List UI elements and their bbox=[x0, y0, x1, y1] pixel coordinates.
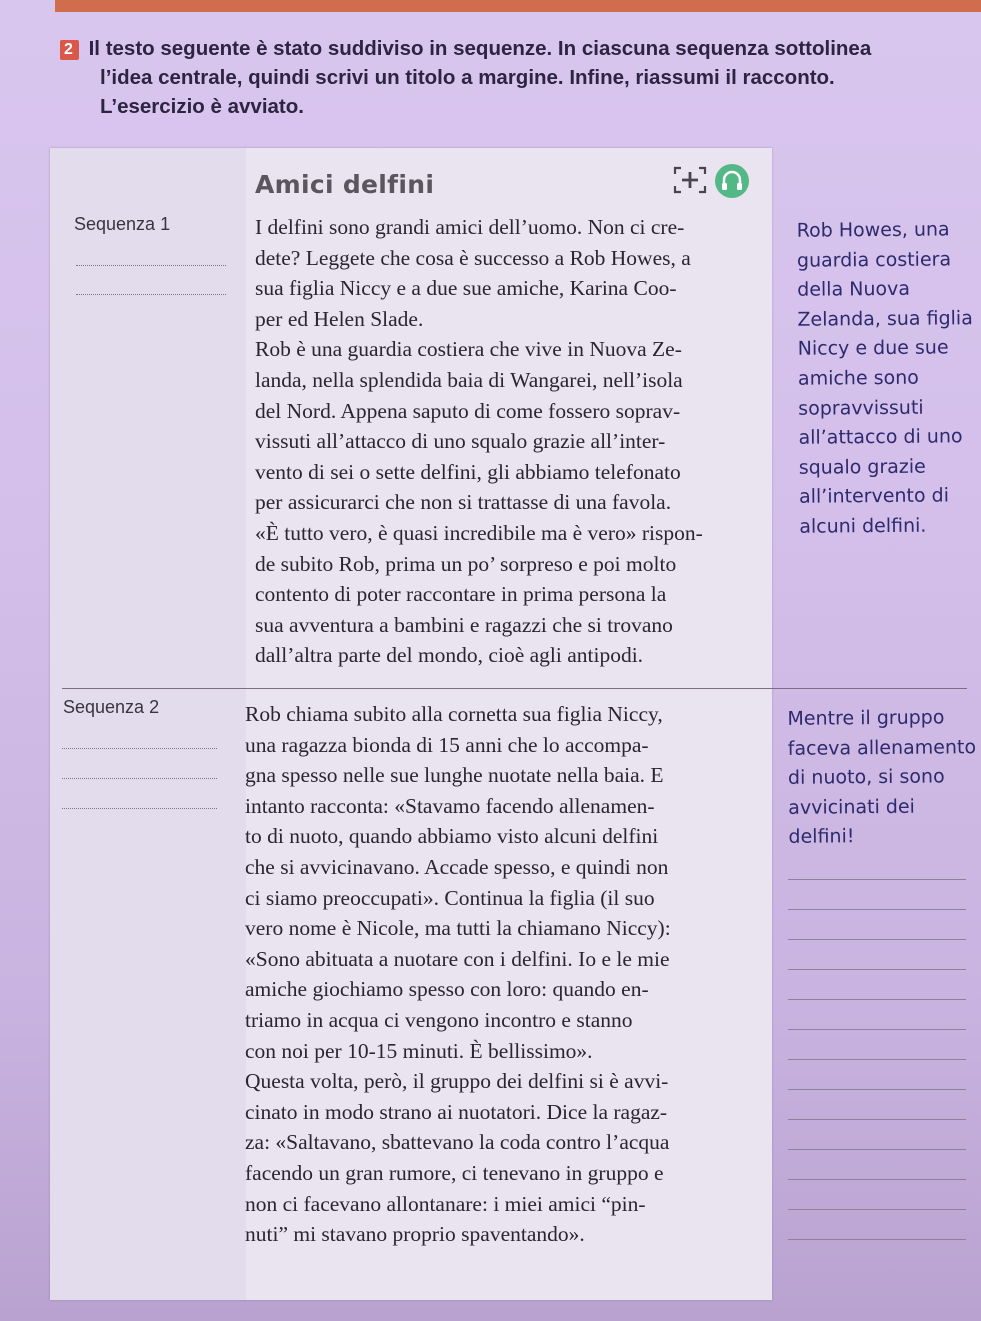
title-answer-line[interactable] bbox=[76, 265, 226, 266]
text-line: nuti” mi stavano proprio spaventando». bbox=[245, 1222, 585, 1247]
text-line: I delfini sono grandi amici dell’uomo. Non ci cre- bbox=[255, 215, 685, 239]
text-line: per assicurarci che non si trattasse di una favola. bbox=[255, 490, 672, 515]
audio-icon[interactable] bbox=[715, 164, 749, 198]
sequence-2-label: Sequenza 2 bbox=[63, 697, 160, 717]
margin-answer-line[interactable] bbox=[788, 1059, 966, 1060]
text-line: facendo un gran rumore, ci tenevano in gruppo e bbox=[245, 1160, 664, 1185]
margin-answer-line[interactable] bbox=[788, 909, 966, 910]
handwritten-line: guardia costiera bbox=[796, 248, 952, 272]
handwritten-line: di nuoto, si sono bbox=[787, 765, 945, 790]
instruction-line: L’esercizio è avviato. bbox=[100, 95, 304, 118]
handwritten-line: Rob Howes, una bbox=[796, 218, 950, 242]
margin-answer-line[interactable] bbox=[788, 1089, 966, 1090]
text-line: vissuti all’attacco di uno squalo grazie all’inter- bbox=[255, 429, 666, 454]
text-line: ci siamo preoccupati». Continua la figlia (il suo bbox=[245, 885, 655, 910]
text-line: con noi per 10-15 minuti. È bellissimo». bbox=[245, 1038, 593, 1063]
text-line: cinato in modo strano ai nuotatori. Dice la ragaz- bbox=[245, 1099, 668, 1124]
text-line: dete? Leggete che cosa è successo a Rob Howes, a bbox=[255, 245, 691, 270]
handwritten-line: della Nuova bbox=[797, 277, 911, 301]
handwritten-line: Mentre il gruppo bbox=[787, 706, 945, 730]
text-line: Rob chiama subito alla cornetta sua figlia Niccy, bbox=[245, 702, 663, 726]
text-line: per ed Helen Slade. bbox=[255, 306, 424, 331]
handwritten-line: Niccy e due sue bbox=[797, 336, 949, 361]
handwritten-line: all’attacco di uno bbox=[798, 425, 963, 449]
handwritten-line: squalo grazie bbox=[798, 455, 926, 479]
margin-answer-line[interactable] bbox=[788, 1119, 966, 1120]
margin-answer-line[interactable] bbox=[788, 969, 966, 970]
sequence-1-label: Sequenza 1 bbox=[74, 214, 171, 234]
sequence-1-text bbox=[255, 212, 703, 671]
handwritten-line: avvicinati dei bbox=[788, 795, 915, 819]
handwritten-line: alcuni delfini. bbox=[799, 514, 927, 538]
margin-answer-line[interactable] bbox=[788, 879, 966, 880]
text-line: gna spesso nelle sue lunghe nuotate nella baia. E bbox=[245, 763, 664, 788]
sequence-1-handwritten-note bbox=[797, 215, 975, 542]
handwritten-line: faceva allenamento bbox=[787, 735, 977, 760]
instruction-line: l’idea centrale, quindi scrivi un titolo a margine. Infine, riassumi il racconto. bbox=[100, 66, 835, 89]
exercise-instructions bbox=[60, 34, 965, 121]
text-line: vento di sei o sette delfini, gli abbiamo telefonato bbox=[255, 459, 681, 484]
text-line: Questa volta, però, il gruppo dei delfini si è avvi- bbox=[245, 1069, 669, 1094]
text-line: una ragazza bionda di 15 anni che lo accompa- bbox=[245, 732, 649, 757]
page-top-band bbox=[55, 0, 981, 12]
margin-answer-line[interactable] bbox=[788, 1179, 966, 1180]
sequence-2-handwritten-note bbox=[787, 703, 977, 853]
text-line: che si avvicinavano. Accade spesso, e quindi non bbox=[245, 854, 669, 879]
title-answer-line[interactable] bbox=[62, 808, 217, 809]
text-line: «È tutto vero, è quasi incredibile ma è vero» rispon- bbox=[255, 520, 703, 545]
story-title: Amici delfini bbox=[255, 170, 435, 199]
text-line: vero nome è Nicole, ma tutti la chiamano Niccy): bbox=[245, 916, 671, 941]
handwritten-line: delfini! bbox=[788, 825, 855, 849]
plus-bracket-icon[interactable] bbox=[672, 165, 708, 195]
handwritten-line: Zelanda, sua figlia bbox=[797, 307, 973, 331]
title-answer-line[interactable] bbox=[62, 778, 217, 779]
margin-answer-line[interactable] bbox=[788, 1209, 966, 1210]
handwritten-line: sopravvissuti bbox=[798, 396, 924, 420]
margin-answer-line[interactable] bbox=[788, 939, 966, 940]
text-line: triamo in acqua ci vengono incontro e stanno bbox=[245, 1007, 633, 1032]
text-line: landa, nella splendida baia di Wangarei, nell’isola bbox=[255, 367, 683, 392]
handwritten-line: all’intervento di bbox=[798, 484, 950, 509]
text-line: non ci facevano allontanare: i miei amici “pin- bbox=[245, 1191, 646, 1216]
text-line: «Sono abituata a nuotare con i delfini. Io e le mie bbox=[245, 946, 670, 971]
text-line: sua figlia Niccy e a due sue amiche, Karina Coo- bbox=[255, 276, 677, 301]
sequence-divider bbox=[62, 688, 967, 689]
text-line: de subito Rob, prima un po’ sorpreso e poi molto bbox=[255, 551, 677, 576]
text-line: sua avventura a bambini e ragazzi che si trovano bbox=[255, 612, 673, 637]
text-line: Rob è una guardia costiera che vive in Nuova Ze- bbox=[255, 337, 682, 362]
text-line: del Nord. Appena saputo di come fossero soprav- bbox=[255, 398, 681, 423]
title-answer-line[interactable] bbox=[76, 294, 226, 295]
text-line: contento di poter raccontare in prima persona la bbox=[255, 582, 667, 607]
margin-column bbox=[50, 148, 246, 1300]
margin-answer-line[interactable] bbox=[788, 999, 966, 1000]
text-line: dall’altra parte del mondo, cioè agli antipodi. bbox=[255, 643, 644, 668]
text-line: amiche giochiamo spesso con loro: quando en- bbox=[245, 977, 649, 1002]
sequence-2-text bbox=[245, 699, 671, 1250]
text-line: intanto racconta: «Stavamo facendo allenamen- bbox=[245, 793, 655, 818]
margin-answer-line[interactable] bbox=[788, 1239, 966, 1240]
instruction-line: Il testo seguente è stato suddiviso in sequenze. In ciascuna sequenza sottolinea bbox=[88, 37, 872, 60]
margin-answer-line[interactable] bbox=[788, 1029, 966, 1030]
text-line: to di nuoto, quando abbiamo visto alcuni delfini bbox=[245, 824, 659, 849]
text-line: za: «Saltavano, sbattevano la coda contro l’acqua bbox=[245, 1130, 670, 1155]
handwritten-line: amiche sono bbox=[797, 366, 919, 390]
margin-answer-line[interactable] bbox=[788, 1149, 966, 1150]
exercise-number-badge: 2 bbox=[60, 40, 79, 60]
title-answer-line[interactable] bbox=[62, 748, 217, 749]
